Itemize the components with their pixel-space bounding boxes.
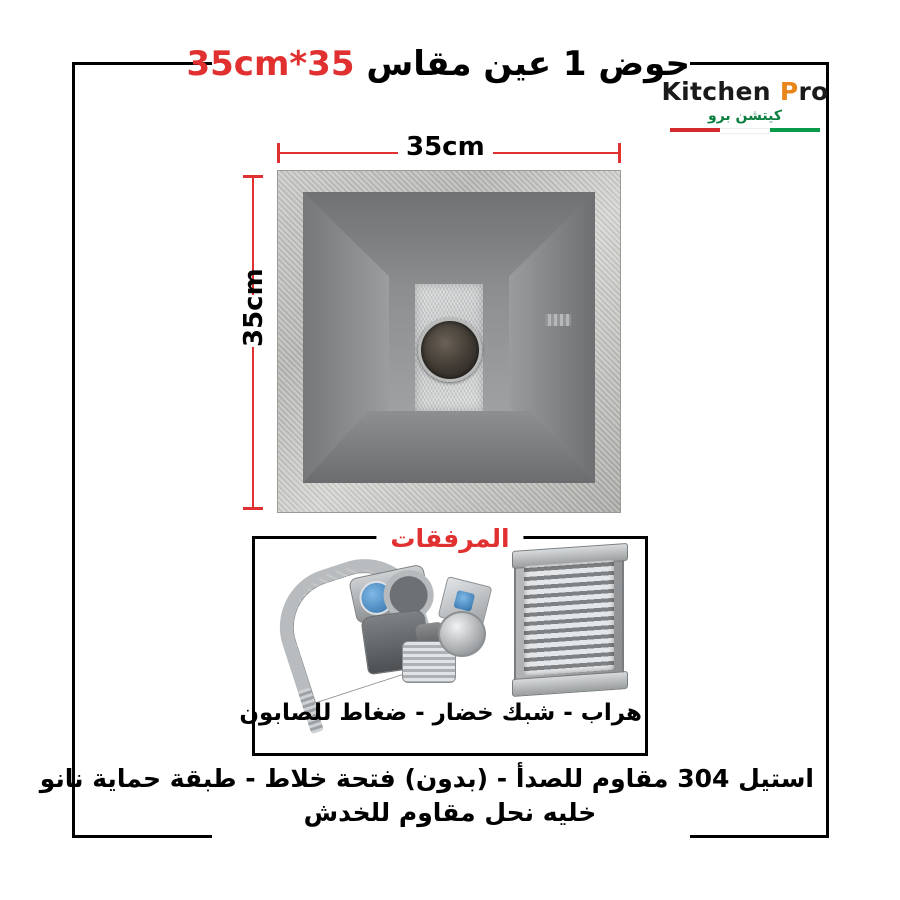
page-title xyxy=(186,42,690,86)
accessories-caption: هراب - شبك خضار - ضغاط للصابون xyxy=(239,700,642,726)
frame-top-right-border xyxy=(690,62,829,65)
footer-spec-line-2: خليه نحل مقاوم للخدش xyxy=(303,798,597,827)
brand-logo xyxy=(660,78,830,132)
logo-bar-red xyxy=(670,128,720,132)
brand-logo-wordmark xyxy=(660,78,830,106)
logo-bar-green xyxy=(770,128,820,132)
frame-bottom-left-border xyxy=(72,835,212,838)
strainer-basket-icon xyxy=(438,611,486,657)
drain-icon xyxy=(418,318,482,382)
brand-logo-ro: ro xyxy=(798,77,829,106)
sink-base-honeycomb xyxy=(415,284,483,411)
height-dimension-label: 35cm xyxy=(233,295,275,347)
roll-up-vegetable-rack-icon xyxy=(514,547,624,693)
overflow-slots-icon xyxy=(545,314,571,326)
brand-logo-arabic: كيتشن برو xyxy=(708,108,782,124)
rack-rollers xyxy=(524,560,614,676)
brand-logo-color-bars xyxy=(670,128,820,132)
accessories-image xyxy=(252,545,642,695)
sink-basin xyxy=(303,192,595,483)
frame-left-border xyxy=(72,62,75,838)
footer-spec-line-1: استيل 304 مقاوم للصدأ - (بدون) فتحة خلاط - طبقة حماية نانو xyxy=(39,764,814,793)
width-dimension-label: 35cm xyxy=(398,132,493,162)
sink-product-image xyxy=(277,170,621,513)
frame-bottom-right-border xyxy=(690,835,829,838)
brand-logo-p: P xyxy=(779,77,799,106)
frame-right-border xyxy=(826,62,829,838)
footer-specs xyxy=(39,762,814,830)
accessories-title: المرفقات xyxy=(376,524,523,553)
logo-bar-white xyxy=(720,128,770,134)
page-title-size: 35*35cm xyxy=(186,44,355,84)
page-title-text: حوض 1 عين مقاس xyxy=(354,44,690,84)
brand-logo-kitchen: Kitchen xyxy=(661,77,780,106)
